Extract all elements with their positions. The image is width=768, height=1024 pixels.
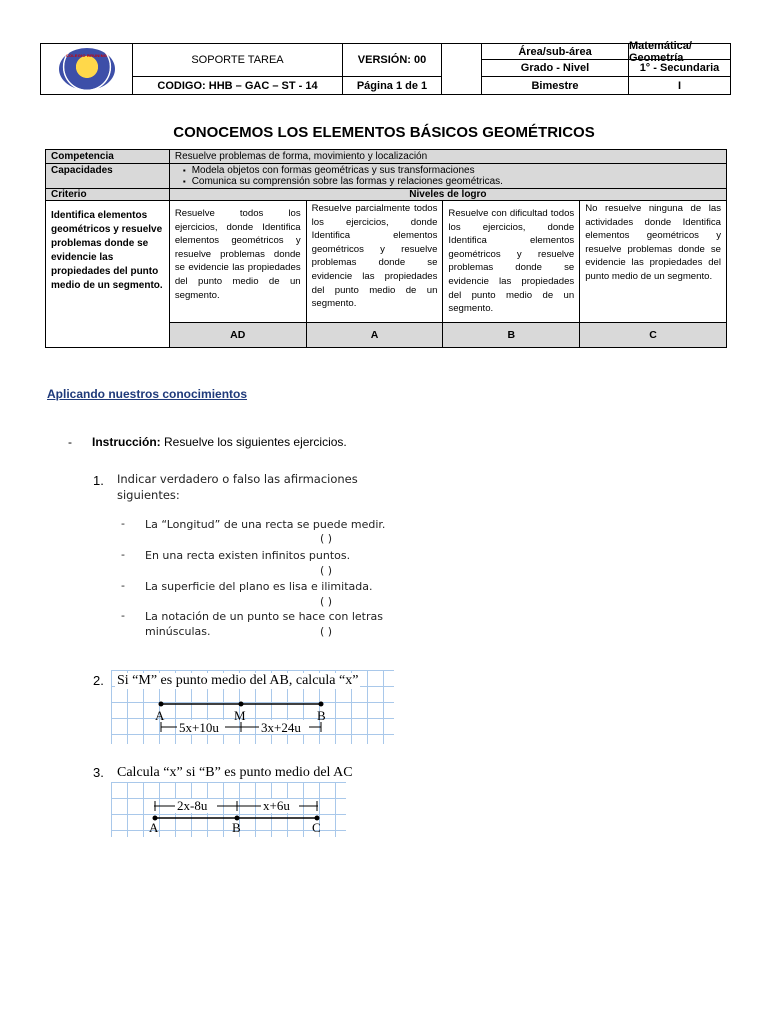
statement-text: La “Longitud” de una recta se puede medir. bbox=[145, 518, 386, 531]
exercise-2-number: 2. bbox=[93, 673, 104, 688]
level-a-desc: Resuelve parcialmente todos los ejercicios, donde Identifica elementos geométricos y resuelve problemas donde se evidencie las propiedades del punto medio de un segmento. bbox=[306, 201, 443, 323]
level-ad: AD bbox=[169, 322, 306, 347]
exercise-1-number: 1. bbox=[93, 473, 104, 488]
answer-blank-2[interactable]: ( ) bbox=[320, 564, 333, 577]
criteria-label: Criterio bbox=[46, 189, 170, 201]
label-a: A bbox=[155, 708, 165, 723]
grade-label: Grado - Nivel bbox=[482, 60, 629, 77]
level-b: B bbox=[443, 322, 580, 347]
label-b: B bbox=[317, 708, 326, 723]
levels-label: Niveles de logro bbox=[169, 189, 726, 201]
capacities-label: Capacidades bbox=[46, 164, 170, 189]
competency-label: Competencia bbox=[46, 150, 170, 164]
doc-page: Página 1 de 1 bbox=[343, 77, 442, 94]
level-b-desc: Resuelve con dificultad todos los ejercicios, donde Identifica elementos geométricos y resuelve problemas donde se evidencie las propiedades del punto medio de un segmento. bbox=[443, 201, 580, 323]
area-value: Matemática/ Geometría bbox=[629, 44, 730, 60]
point-a bbox=[159, 702, 164, 707]
doc-code: CODIGO: HHB – GAC – ST - 14 bbox=[133, 77, 343, 94]
statement-text: La notación de un punto se hace con letras minúsculas. bbox=[145, 610, 383, 638]
exercise-1-prompt: Indicar verdadero o falso las afirmaciones siguientes: bbox=[117, 472, 358, 502]
answer-blank-1[interactable]: ( ) bbox=[320, 532, 333, 545]
segment-bc-label: x+6u bbox=[263, 798, 290, 813]
answer-blank-3[interactable]: ( ) bbox=[320, 595, 333, 608]
exercise-2-prompt: Si “M” es punto medio del AB, calcula “x” bbox=[117, 673, 359, 688]
section-title: Aplicando nuestros conocimientos bbox=[47, 387, 248, 401]
doc-type: SOPORTE TAREA bbox=[133, 44, 343, 77]
criteria-text: Identifica elementos geométricos y resuelve problemas donde se evidencie las propiedades del punto medio de un segmento. bbox=[46, 201, 170, 348]
capacity-item: ▪ Modela objetos con formas geométricas y sus transformaciones bbox=[175, 165, 721, 176]
exercise-2-diagram bbox=[111, 670, 394, 744]
point-b bbox=[319, 702, 324, 707]
capacities-row bbox=[46, 164, 727, 189]
page-title: CONOCEMOS LOS ELEMENTOS BÁSICOS GEOMÉTRICOS bbox=[173, 124, 595, 141]
period-label: Bimestre bbox=[482, 77, 629, 94]
segment-ab-label: 2x-8u bbox=[177, 798, 208, 813]
point-m bbox=[239, 702, 244, 707]
competency-table bbox=[45, 149, 727, 348]
capacity-item: ▪ Comunica su comprensión sobre las formas y relaciones geométricas. bbox=[175, 176, 721, 187]
level-c: C bbox=[580, 322, 727, 347]
level-a: A bbox=[306, 322, 443, 347]
exercise-3-diagram bbox=[111, 782, 346, 837]
capacities-list bbox=[169, 164, 726, 189]
statement-text: En una recta existen infinitos puntos. bbox=[145, 549, 351, 562]
statement-dash: - bbox=[121, 579, 125, 592]
answer-blank-4[interactable]: ( ) bbox=[320, 625, 333, 638]
exercise-3-prompt: Calcula “x” si “B” es punto medio del AC bbox=[117, 765, 353, 780]
level-c-desc: No resuelve ninguna de las actividades donde Identifica elementos geométricos y resuelve problemas donde se evidencie las propiedades del punto medio de un segmento. bbox=[580, 201, 727, 323]
school-logo-cell bbox=[41, 44, 133, 94]
statement-dash: - bbox=[121, 609, 125, 622]
statement-dash: - bbox=[121, 548, 125, 561]
competency-row bbox=[46, 150, 727, 164]
label-c: C bbox=[312, 820, 321, 835]
statement-text: La superficie del plano es lisa e ilimitada. bbox=[145, 580, 373, 593]
label-b: B bbox=[232, 820, 241, 835]
statement-dash: - bbox=[121, 517, 125, 530]
header-spacer bbox=[442, 44, 482, 94]
instruction-dash: - bbox=[68, 435, 72, 449]
instruction-label: Instrucción: bbox=[92, 435, 161, 449]
school-logo bbox=[59, 48, 115, 90]
label-a: A bbox=[149, 820, 159, 835]
period-value: I bbox=[677, 79, 682, 92]
doc-version: VERSIÓN: 00 bbox=[343, 44, 442, 77]
instruction-text: Resuelve los siguientes ejercicios. bbox=[160, 435, 347, 449]
criteria-header-row bbox=[46, 189, 727, 201]
instruction bbox=[68, 435, 347, 449]
segment-am-label: 5x+10u bbox=[179, 720, 219, 735]
document-header bbox=[40, 39, 731, 95]
grade-value: 1° - Secundaria bbox=[629, 60, 730, 77]
exercise-3-number: 3. bbox=[93, 765, 104, 780]
area-label: Área/sub-área bbox=[482, 44, 629, 60]
criteria-row bbox=[46, 201, 727, 323]
segment-mb-label: 3x+24u bbox=[261, 720, 301, 735]
logo-text: COLEGIO BRUNING bbox=[65, 52, 108, 58]
competency-value: Resuelve problemas de forma, movimiento y localización bbox=[169, 150, 726, 164]
label-m: M bbox=[234, 708, 246, 723]
level-ad-desc: Resuelve todos los ejercicios, donde Identifica elementos geométricos y resuelve problemas donde se evidencie las propiedades del punto medio de un segmento. bbox=[169, 201, 306, 323]
